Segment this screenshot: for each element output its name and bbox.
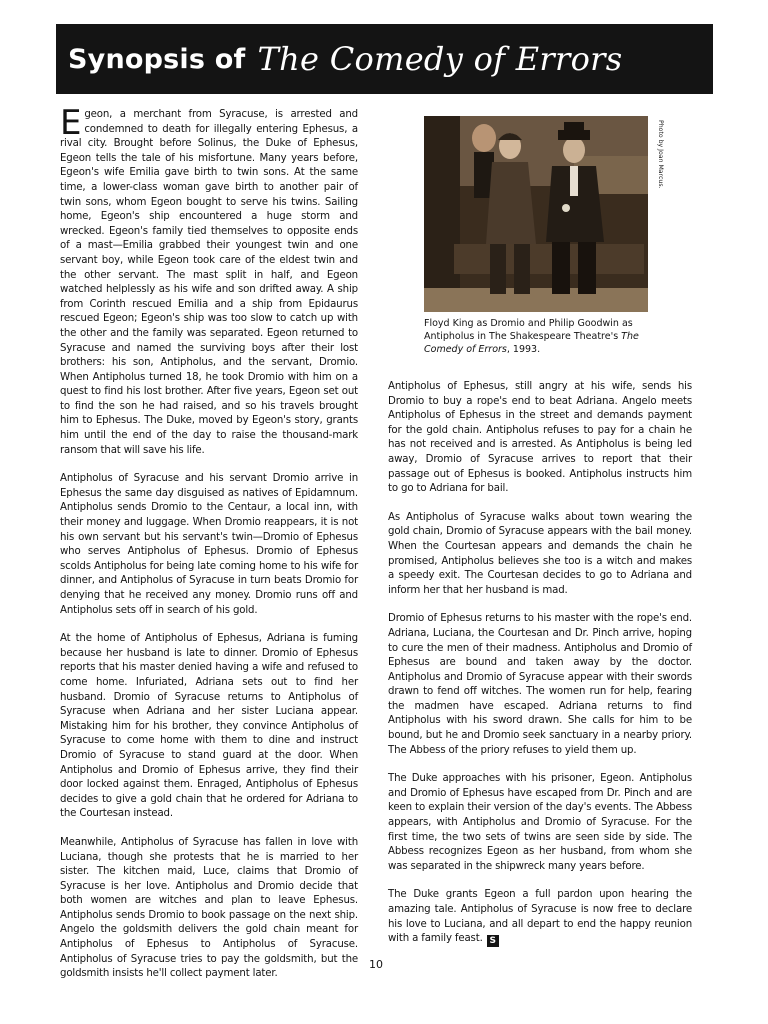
page-number: 10 bbox=[369, 958, 383, 971]
synopsis-paragraph-7: Dromio of Ephesus returns to his master with the rope's end. Adriana, Luciana, the Courtesan and Dr. Pinch arrive, hoping to cure the men of their madness. Antipholus and Dromio of Ephesus are bound and taken away by the doctor. Antipholus and Dromio of Syracuse appear with their swords drawn to fend off witches. The women run for help, fearing the madmen have escaped. Adriana returns to find Antipholus with his sword drawn. She calls for him to be bound, but he and Dromio seek sanctuary in a nearby priory. The Abbess of the priory refuses to yield them up. bbox=[388, 613, 692, 756]
title-bar bbox=[56, 24, 713, 94]
final-paragraph-text: The Duke grants Egeon a full pardon upon hearing the amazing tale. Antipholus of Syracuse is now free to declare his love to Luciana, and all depart to end the happy reunion with a family feast. bbox=[388, 889, 692, 945]
photo-caption bbox=[424, 318, 648, 356]
synopsis-paragraph-9 bbox=[388, 888, 692, 947]
caption-play-title: The Comedy of Errors bbox=[424, 330, 639, 355]
paragraph-1-text: geon, a merchant from Syracuse, is arrested and condemned to death for illegally entering Ephesus, a rival city. Brought before Solinus, the Duke of Ephesus, Egeon tells the tale of his misfortune. Many years before, Egeon's wife Emilia gave birth to twin sons. At the same time, a lower-class woman gave birth to another pair of twin sons, whom Egeon bought to serve his twins. Sailing home, Egeon's ship encountered a huge storm and wrecked. Egeon's family tied themselves to opposite ends of a mast—Emilia grabbed their youngest twin and one servant boy, while Egeon took care of the eldest twin and the other servant. The mast split in half, and Egeon watched helplessly as his wife and son drifted away. A ship from Corinth rescued Emilia and a ship from Epidaurus rescued Egeon; Egeon's ship was too slow to catch up with the other and the family was separated. Egeon returned to Syracuse and named the surviving boys after their lost brothers: his son, Antipholus, and the servant, Dromio. When Antipholus turned 18, he took Dromio with him on a quest to find his lost brother. After five years, Egeon set out to find the son he had raised, and so his travels brought him to Ephesus. The Duke, moved by Egeon's story, grants him until the end of the day to raise the thousand-mark ransom that will save his life. bbox=[60, 109, 358, 456]
synopsis-paragraph-4: Meanwhile, Antipholus of Syracuse has fallen in love with Luciana, though she protests that he is married to her sister. The kitchen maid, Luce, claims that Dromio of Syracuse is her love. Antipholus and Dromio decide that both women are witches and plan to leave Ephesus. Antipholus sends Dromio to book passage on the next ship. Angelo the goldsmith delivers the gold chain meant for Antipholus of Ephesus to Antipholus of Syracuse. Antipholus of Syracuse tries to pay the goldsmith, but the goldsmith insists he'll collect payment later. bbox=[60, 836, 358, 980]
synopsis-paragraph-2: Antipholus of Syracuse and his servant Dromio arrive in Ephesus the same day disguised as natives of Epidamnum. Antipholus sends Dromio to the Centaur, a local inn, with their money and luggage. When Dromio reappears, it is not his own servant but his servant's twin—Dromio of Ephesus who serves Antipholus of Ephesus. Dromio of Ephesus scolds Antipholus for being late coming home to his wife for dinner, and Antipholus of Syracuse in turn beats Dromio for denying that he received any money. Dromio runs off and Antipholus sets off in search of his gold. bbox=[60, 473, 358, 616]
left-column bbox=[60, 103, 358, 980]
photo-illustration bbox=[424, 116, 648, 312]
end-mark-icon: S bbox=[487, 935, 499, 947]
title-prefix: Synopsis of bbox=[68, 43, 246, 75]
synopsis-paragraph-1 bbox=[60, 103, 358, 458]
synopsis-paragraph-5: Antipholus of Ephesus, still angry at his wife, sends his Dromio to buy a rope's end to beat Adriana. Angelo meets Antipholus of Ephesus in the street and demands payment for the gold chain. Antipholus refuses to pay for a chain he has not received and is arrested. As Antipholus is being led away, Dromio of Syracuse arrives to report that their passage out of Ephesus is booked. Antipholus instructs him to go to Adriana for bail. bbox=[388, 381, 692, 495]
drop-cap: E bbox=[60, 103, 82, 143]
photo-credit: Photo by Joan Marcus. bbox=[657, 120, 664, 189]
synopsis-paragraph-8: The Duke approaches with his prisoner, Egeon. Antipholus and Dromio of Ephesus have escaped from Dr. Pinch and are keen to explain their version of the day's events. The Abbess appears, with Antipholus and Dromio of Syracuse. For the first time, the two sets of twins are seen side by side. The Abbess recognizes Egeon as her husband, from whom she was separated in the shipwreck many years before. bbox=[388, 773, 692, 872]
right-column bbox=[388, 380, 692, 954]
title-play-name: The Comedy of Errors bbox=[257, 40, 623, 78]
caption-text: Floyd King as Dromio and Philip Goodwin as Antipholus in The Shakespeare Theatre's bbox=[424, 318, 633, 342]
synopsis-paragraph-3: At the home of Antipholus of Ephesus, Adriana is fuming because her husband is late to dinner. Dromio of Ephesus reports that his master denied having a wife and refused to come home. Infuriated, Adriana sets out to find her husband. Dromio of Syracuse returns to Antipholus of Syracuse when Adriana and her sister Luciana appear. Mistaking him for his brother, they convince Antipholus of Syracuse to come home with them to dine and instruct Dromio of Syracuse to stand guard at the door. When Antipholus and Dromio of Ephesus arrive, they find their door locked against them. Enraged, Antipholus of Ephesus decides to give a gold chain that he ordered for Adriana to the Courtesan instead. bbox=[60, 633, 358, 820]
caption-year: , 1993. bbox=[506, 343, 541, 355]
production-photo bbox=[424, 116, 648, 312]
synopsis-paragraph-6: As Antipholus of Syracuse walks about town wearing the gold chain, Dromio of Syracuse appears with the bail money. When the Courtesan appears and demands the chain he promised, Antipholus believes she too is a witch and makes a speedy exit. The Courtesan decides to go to Adriana and inform her that her husband is mad. bbox=[388, 511, 692, 596]
